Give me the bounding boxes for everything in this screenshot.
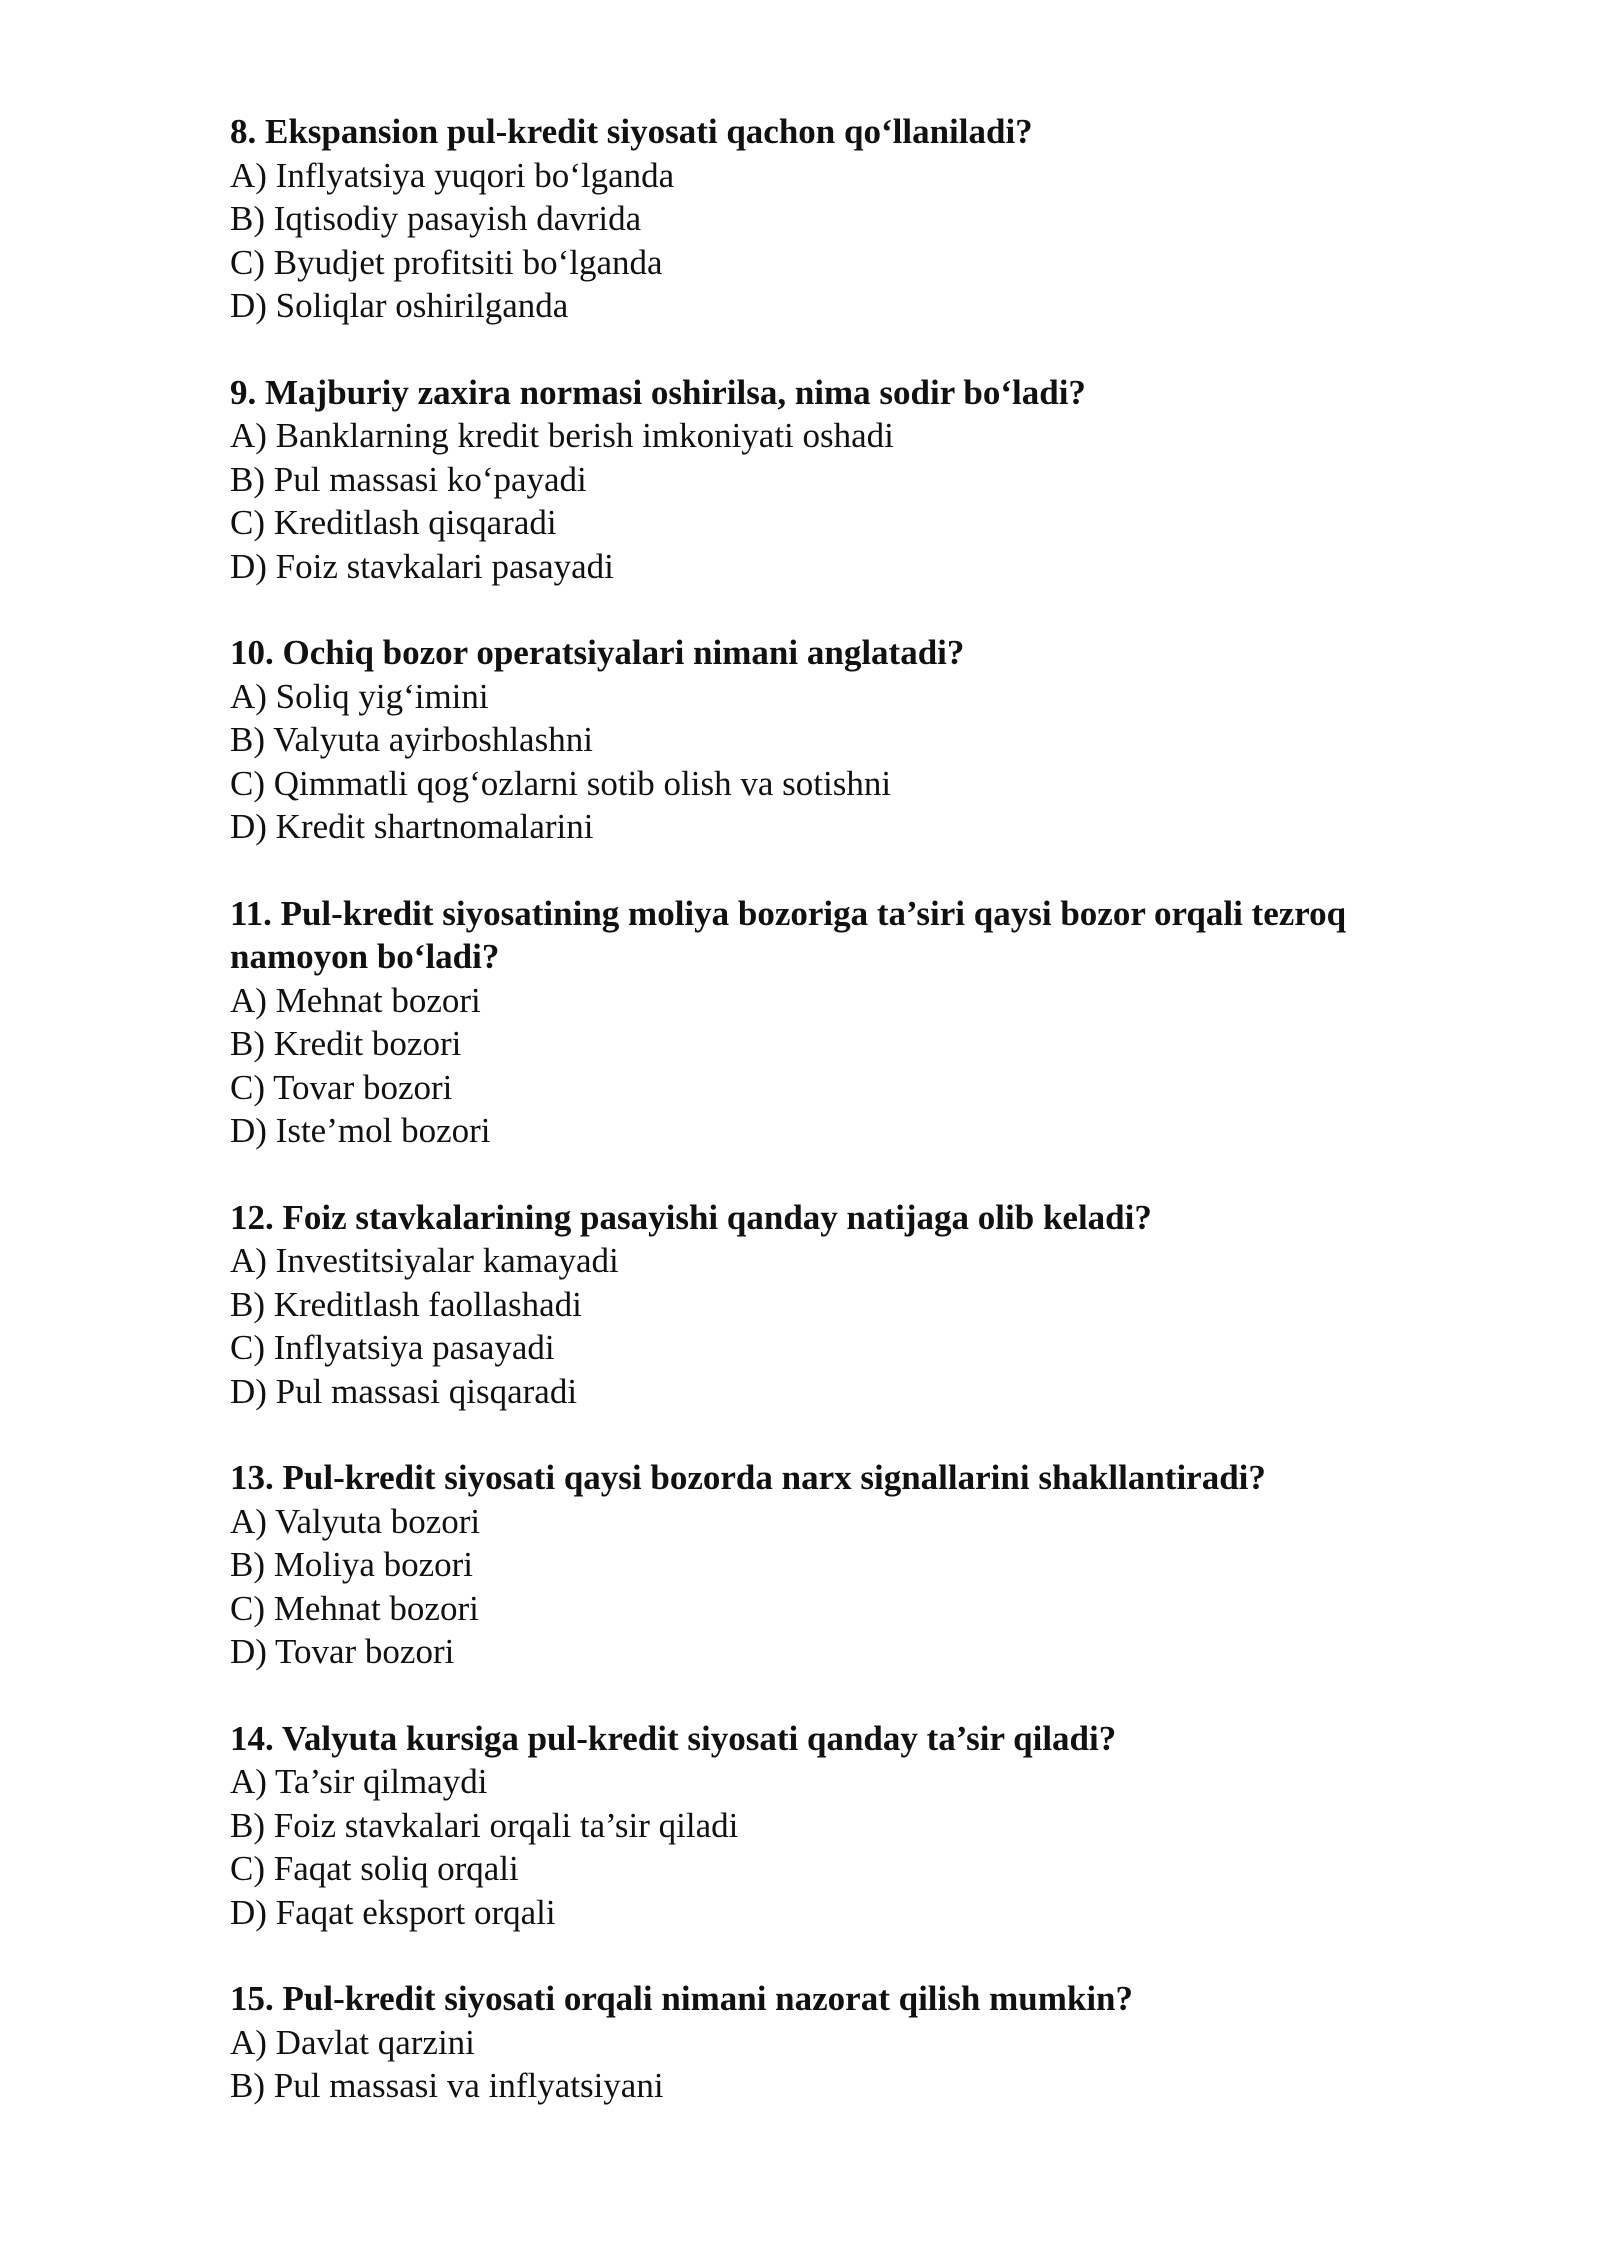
answer-option-d: D) Faqat eksport orqali — [230, 1892, 556, 1932]
answer-option-c: C) Mehnat bozori — [230, 1588, 479, 1628]
answer-option-a: A) Ta’sir qilmaydi — [230, 1762, 488, 1801]
question-title: 13. Pul-kredit siyosati qaysi bozorda narx signallarini shakllantiradi? — [230, 1458, 1266, 1497]
question-title: 10. Ochiq bozor operatsiyalari nimani anglatadi? — [230, 633, 965, 672]
question-13 — [230, 1456, 1470, 1674]
answer-option-d: D) Tovar bozori — [230, 1632, 455, 1671]
question-title: 12. Foiz stavkalarining pasayishi qanday natijaga olib keladi? — [230, 1197, 1152, 1237]
answer-option-d: D) Iste’mol bozori — [230, 1111, 491, 1150]
answer-option-b: B) Pul massasi va inflyatsiyani — [230, 2066, 664, 2105]
answer-option-b: B) Foiz stavkalari orqali ta’sir qiladi — [230, 1805, 739, 1845]
answer-option-d: D) Foiz stavkalari pasayadi — [230, 546, 614, 586]
answer-option-b: B) Iqtisodiy pasayish davrida — [230, 199, 642, 238]
question-10 — [230, 631, 1470, 849]
answer-option-a: A) Banklarning kredit berish imkoniyati oshadi — [230, 416, 894, 455]
answer-option-c: C) Tovar bozori — [230, 1067, 453, 1107]
answer-option-c: C) Inflyatsiya pasayadi — [230, 1328, 555, 1367]
answer-option-d: D) Pul massasi qisqaradi — [230, 1371, 578, 1411]
answer-option-a: A) Valyuta bozori — [230, 1501, 481, 1541]
question-title: 8. Ekspansion pul-kredit siyosati qachon qo‘llaniladi? — [230, 112, 1033, 151]
answer-option-a: A) Davlat qarzini — [230, 2022, 475, 2062]
question-11 — [230, 892, 1470, 1153]
question-title: 14. Valyuta kursiga pul-kredit siyosati qanday ta’sir qiladi? — [230, 1718, 1117, 1758]
question-title: 15. Pul-kredit siyosati orqali nimani nazorat qilish mumkin? — [230, 1979, 1134, 2018]
answer-option-b: B) Kredit bozori — [230, 1024, 462, 1063]
question-title: 9. Majburiy zaxira normasi oshirilsa, nima sodir bo‘ladi? — [230, 372, 1086, 412]
answer-option-b: B) Valyuta ayirboshlashni — [230, 720, 593, 759]
answer-option-d: D) Soliqlar oshirilganda — [230, 286, 569, 325]
question-14 — [230, 1717, 1470, 1935]
answer-option-b: B) Kreditlash faollashadi — [230, 1284, 582, 1324]
document-page — [230, 110, 1470, 2151]
answer-option-b: B) Pul massasi ko‘payadi — [230, 459, 587, 499]
question-title: 11. Pul-kredit siyosatining moliya bozoriga ta’siri qaysi bozor orqali tezroq namoyon bo‘ladi? — [230, 893, 1347, 976]
answer-option-d: D) Kredit shartnomalarini — [230, 807, 594, 846]
answer-option-a: A) Inflyatsiya yuqori bo‘lganda — [230, 155, 675, 195]
answer-option-b: B) Moliya bozori — [230, 1545, 474, 1584]
answer-option-a: A) Mehnat bozori — [230, 980, 481, 1020]
answer-option-a: A) Investitsiyalar kamayadi — [230, 1241, 619, 1280]
answer-option-a: A) Soliq yig‘imini — [230, 676, 489, 716]
question-12 — [230, 1196, 1470, 1414]
answer-option-c: C) Byudjet profitsiti bo‘lganda — [230, 242, 663, 282]
question-15 — [230, 1977, 1470, 2108]
question-8 — [230, 110, 1470, 328]
answer-option-c: C) Faqat soliq orqali — [230, 1849, 519, 1888]
answer-option-c: C) Qimmatli qog‘ozlarni sotib olish va sotishni — [230, 763, 892, 803]
question-9 — [230, 371, 1470, 589]
answer-option-c: C) Kreditlash qisqaradi — [230, 503, 557, 542]
